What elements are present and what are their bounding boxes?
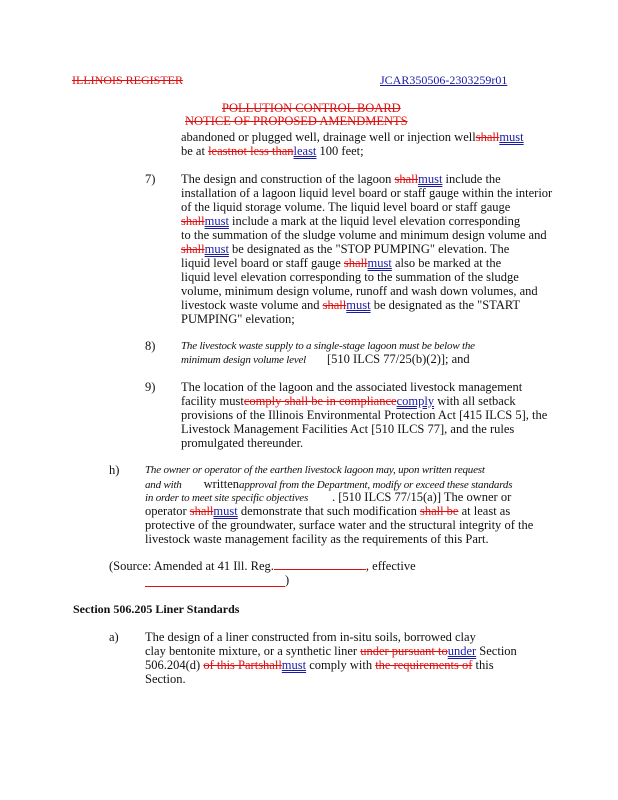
text: comply with — [306, 658, 376, 672]
item-7-line: installation of a lagoon liquid level board or staff gauge within the interior — [181, 186, 553, 200]
text: clay bentonite mixture, or a synthetic liner — [145, 644, 361, 658]
inserted-text: must — [346, 298, 371, 312]
item-h-line: in order to meet site specific objectives — [145, 492, 309, 504]
item-7-number: 7) — [145, 172, 156, 186]
item-7-line: volume, minimum design volume, runoff and wash down volumes, and — [181, 284, 538, 298]
item-8-line: The livestock waste supply to a single-stage lagoon must be below the — [181, 340, 475, 352]
text: facility — [181, 394, 220, 408]
item-h-label: h) — [109, 463, 120, 477]
subsection-a-label: a) — [109, 630, 119, 644]
item-h-line — [145, 518, 533, 532]
continuation-line-2 — [181, 144, 364, 158]
item-7-line: liquid level elevation corresponding to the summation of the sludge — [181, 270, 519, 284]
deleted-text: shall — [189, 504, 214, 518]
item-9-line: promulgated thereunder. — [181, 436, 304, 450]
text: 100 feet; — [316, 144, 364, 158]
text: The design and construction of the lagoon — [181, 172, 395, 186]
item-h-citation: . [510 ILCS 77/15(a)] The owner or — [332, 490, 512, 504]
deleted-text: shall be — [419, 504, 459, 518]
item-8-number: 8) — [145, 339, 156, 353]
text: of the — [504, 518, 534, 532]
deleted-text: shall — [258, 658, 282, 672]
text: be at — [181, 144, 209, 158]
deleted-text: under pursuant to — [360, 644, 448, 658]
text: The design of a liner constructed from in-situ soils, borrowed clay — [145, 630, 476, 644]
text: be designated as the "STOP PUMPING" elevation. The — [228, 242, 510, 256]
deleted-text: the requirements of — [375, 658, 473, 672]
text: operator — [145, 504, 190, 518]
item-9-line — [181, 394, 516, 408]
subsection-a-line — [145, 630, 476, 644]
item-7-line — [181, 298, 520, 312]
item-h-line: The owner or operator of the earthen livestock lagoon may, upon written request — [145, 464, 485, 476]
text: protective of the groundwater, surface water and the structural integrity — [145, 518, 505, 532]
text: at least as — [458, 504, 511, 518]
inserted-text: must — [418, 172, 443, 186]
item-9-number: 9) — [145, 380, 156, 394]
register-header: ILLINOIS REGISTER — [72, 73, 183, 87]
text: written — [203, 477, 240, 491]
source-blank — [274, 559, 366, 570]
text: livestock waste volume and — [181, 298, 323, 312]
item-7-line: to the summation of the sludge volume and minimum design volume and — [181, 228, 547, 242]
jcar-revision: r01 — [491, 73, 508, 87]
inserted-text: must — [367, 256, 392, 270]
deleted-text: shall — [322, 298, 347, 312]
section-heading: Section 506.205 Liner Standards — [73, 602, 240, 616]
inserted-text: must — [204, 214, 229, 228]
text: 506.204(d) — [145, 658, 204, 672]
item-8-line: minimum design volume level — [181, 354, 307, 366]
text: also be marked at the — [391, 256, 502, 270]
item-7-line — [181, 172, 501, 186]
text: include the — [442, 172, 501, 186]
inserted-text: must — [213, 504, 238, 518]
inserted-text: under — [447, 644, 477, 658]
text: demonstrate that such modification — [237, 504, 420, 518]
jcar-number — [380, 73, 507, 87]
subsection-a-line — [145, 644, 517, 658]
text: be designated as the "START — [370, 298, 521, 312]
text: this — [472, 658, 494, 672]
deleted-text: shall — [181, 214, 205, 228]
notice-title: NOTICE OF PROPOSED AMENDMENTS — [185, 114, 408, 128]
subsection-a-line — [145, 658, 494, 672]
inserted-text: least — [293, 144, 317, 158]
text: (Source: Amended at 41 Ill. Reg. — [109, 559, 274, 573]
text: with all setback — [434, 394, 516, 408]
item-7-line — [181, 256, 501, 270]
item-9-line: provisions of the Illinois Environmental Protection Act [415 ILCS 5], the — [181, 408, 548, 422]
item-7-line — [181, 214, 520, 228]
inserted-text: must — [281, 658, 307, 672]
jcar-code: JCAR350506-2303259 — [380, 73, 492, 87]
continuation-line-1 — [181, 130, 524, 144]
inserted-text: must — [204, 242, 229, 256]
source-close-paren: ) — [285, 573, 290, 587]
deleted-text: shall — [394, 172, 419, 186]
effective-date-blank — [145, 586, 285, 587]
item-7-line: of the liquid storage volume. The liquid level board or staff gauge — [181, 200, 511, 214]
item-8-citation: [510 ILCS 77/25(b)(2)]; and — [327, 352, 470, 366]
inserted-text: comply — [396, 394, 435, 408]
deleted-text: shall — [343, 256, 368, 270]
inserted-text: must — [499, 130, 524, 144]
deleted-text: shall — [181, 242, 205, 256]
inserted-text: must — [219, 394, 244, 408]
deleted-text: not less than — [231, 144, 294, 158]
item-9-line: The location of the lagoon and the associated livestock management — [181, 380, 523, 394]
deleted-text: of this Part — [203, 658, 259, 672]
text: abandoned or plugged well, drainage well or injection well — [181, 130, 476, 144]
text: and with — [145, 479, 182, 491]
deleted-text: shall — [475, 130, 500, 144]
agency-title: POLLUTION CONTROL BOARD — [222, 101, 401, 115]
text: liquid level board or staff gauge — [181, 256, 344, 270]
text: include a mark at the liquid level elevation corresponding — [228, 214, 521, 228]
deleted-text: comply shall be in compliance — [243, 394, 397, 408]
text: , effective — [365, 559, 416, 573]
item-7-line: PUMPING" elevation; — [181, 312, 295, 326]
item-7-line — [181, 242, 509, 256]
deleted-text: least — [208, 144, 231, 158]
text: Section — [476, 644, 517, 658]
item-9-line: Livestock Management Facilities Act [510 ILCS 77], and the rules — [181, 422, 515, 436]
item-h-line — [145, 504, 510, 518]
source-note — [109, 559, 416, 573]
text: approval from the Department, modify or exceed these standards — [239, 479, 513, 491]
subsection-a-line: Section. — [145, 672, 186, 686]
item-h-line: livestock waste management facility as the requirements of this Part. — [145, 532, 489, 546]
